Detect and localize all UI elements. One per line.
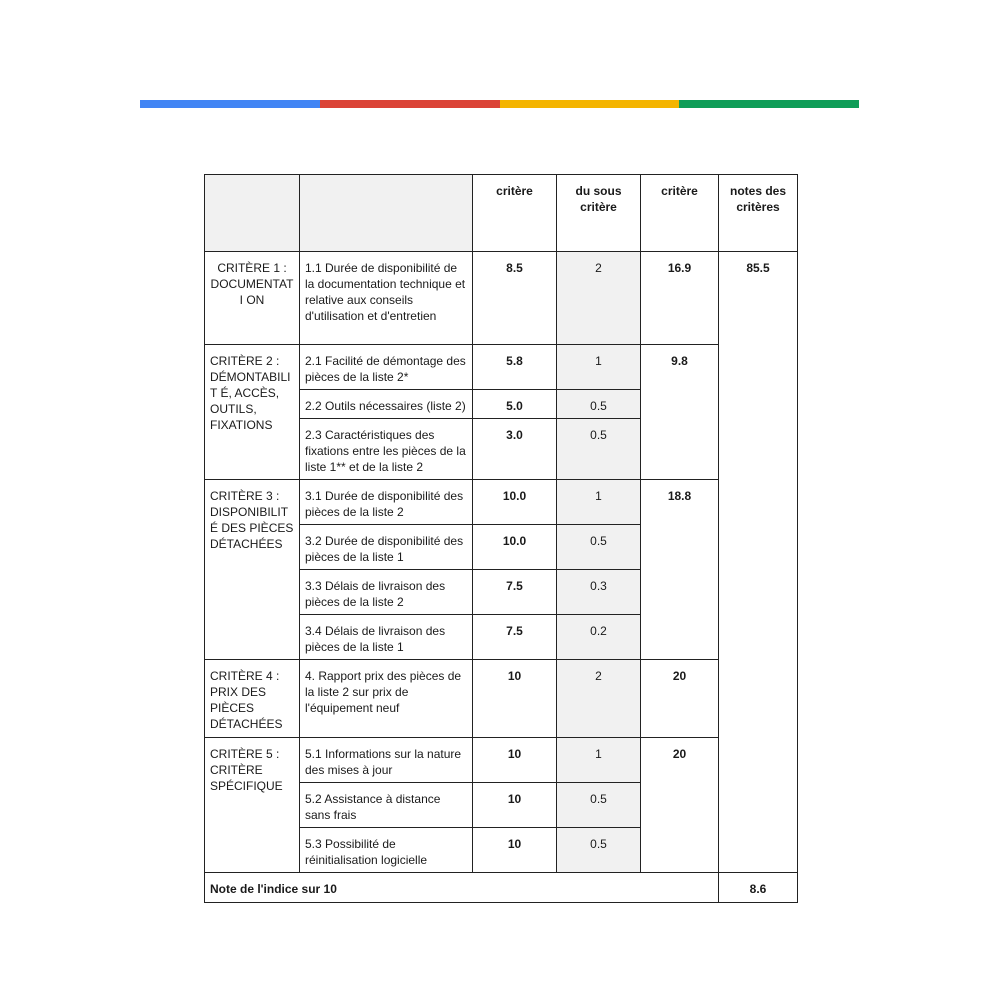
sub-criterion-note: 3.0 <box>473 419 557 480</box>
table-row <box>205 252 798 345</box>
color-bar-blue <box>140 100 320 108</box>
sub-criterion-coefficient: 1 <box>557 738 641 783</box>
sub-criterion-text: 5.3 Possibilité de réinitialisation logicielle <box>300 828 473 873</box>
table-row <box>205 480 798 525</box>
sub-criterion-note: 10 <box>473 828 557 873</box>
criterion-label: CRITÈRE 5 : CRITÈRE SPÉCIFIQUE <box>205 738 300 873</box>
sub-criterion-coefficient: 0.5 <box>557 390 641 419</box>
sub-criterion-coefficient: 0.3 <box>557 570 641 615</box>
criterion-label: CRITÈRE 4 : PRIX DES PIÈCES DÉTACHÉES <box>205 660 300 738</box>
sub-criterion-text: 3.2 Durée de disponibilité des pièces de la liste 1 <box>300 525 473 570</box>
footer-row <box>205 873 798 903</box>
criterion-label: CRITÈRE 3 : DISPONIBILITÉ DES PIÈCES DÉTACHÉES <box>205 480 300 660</box>
repairability-score-table <box>204 174 798 903</box>
header-notes-criteres: notes des critères <box>719 175 798 252</box>
color-bar-yellow <box>500 100 680 108</box>
sub-criterion-note: 10.0 <box>473 480 557 525</box>
sub-criterion-text: 4. Rapport prix des pièces de la liste 2 sur prix de l'équipement neuf <box>300 660 473 738</box>
sub-criterion-text: 5.2 Assistance à distance sans frais <box>300 783 473 828</box>
header-note-critere: critère <box>473 175 557 252</box>
criterion-score: 20 <box>641 660 719 738</box>
criterion-score: 16.9 <box>641 252 719 345</box>
sub-criterion-coefficient: 0.2 <box>557 615 641 660</box>
header-row <box>205 175 798 252</box>
header-sous-critere: du sous critère <box>557 175 641 252</box>
criterion-label: CRITÈRE 1 : DOCUMENTATI ON <box>205 252 300 345</box>
sub-criterion-coefficient: 0.5 <box>557 525 641 570</box>
sub-criterion-coefficient: 0.5 <box>557 783 641 828</box>
sub-criterion-coefficient: 0.5 <box>557 828 641 873</box>
table-row <box>205 345 798 390</box>
sub-criterion-note: 7.5 <box>473 615 557 660</box>
sub-criterion-text: 3.1 Durée de disponibilité des pièces de la liste 2 <box>300 480 473 525</box>
sub-criterion-text: 1.1 Durée de disponibilité de la documentation technique et relative aux conseils d'utilisation et d'entretien <box>300 252 473 345</box>
sub-criterion-text: 2.1 Facilité de démontage des pièces de la liste 2* <box>300 345 473 390</box>
index-score-label: Note de l'indice sur 10 <box>205 873 719 903</box>
sub-criterion-text: 3.4 Délais de livraison des pièces de la liste 1 <box>300 615 473 660</box>
sub-criterion-note: 10 <box>473 738 557 783</box>
header-cell-2 <box>300 175 473 252</box>
sub-criterion-note: 5.8 <box>473 345 557 390</box>
table-row <box>205 660 798 738</box>
sub-criterion-text: 3.3 Délais de livraison des pièces de la liste 2 <box>300 570 473 615</box>
header-critere: critère <box>641 175 719 252</box>
sub-criterion-coefficient: 1 <box>557 345 641 390</box>
color-bar-green <box>679 100 859 108</box>
criterion-score: 20 <box>641 738 719 873</box>
criterion-score: 9.8 <box>641 345 719 480</box>
sub-criterion-note: 5.0 <box>473 390 557 419</box>
header-cell-1 <box>205 175 300 252</box>
sub-criterion-note: 10 <box>473 660 557 738</box>
sub-criterion-coefficient: 2 <box>557 660 641 738</box>
sub-criterion-note: 10.0 <box>473 525 557 570</box>
criterion-score: 18.8 <box>641 480 719 660</box>
sub-criterion-text: 5.1 Informations sur la nature des mises à jour <box>300 738 473 783</box>
sub-criterion-note: 10 <box>473 783 557 828</box>
sub-criterion-coefficient: 2 <box>557 252 641 345</box>
sub-criterion-note: 7.5 <box>473 570 557 615</box>
sub-criterion-text: 2.2 Outils nécessaires (liste 2) <box>300 390 473 419</box>
sub-criterion-note: 8.5 <box>473 252 557 345</box>
index-score-value: 8.6 <box>719 873 798 903</box>
table-row <box>205 738 798 783</box>
sub-criterion-coefficient: 1 <box>557 480 641 525</box>
sub-criterion-coefficient: 0.5 <box>557 419 641 480</box>
total-score: 85.5 <box>719 252 798 873</box>
sub-criterion-text: 2.3 Caractéristiques des fixations entre les pièces de la liste 1** et de la liste 2 <box>300 419 473 480</box>
criterion-label: CRITÈRE 2 : DÉMONTABILIT É, ACCÈS, OUTILS, FIXATIONS <box>205 345 300 480</box>
color-bar <box>140 100 859 108</box>
color-bar-red <box>320 100 500 108</box>
